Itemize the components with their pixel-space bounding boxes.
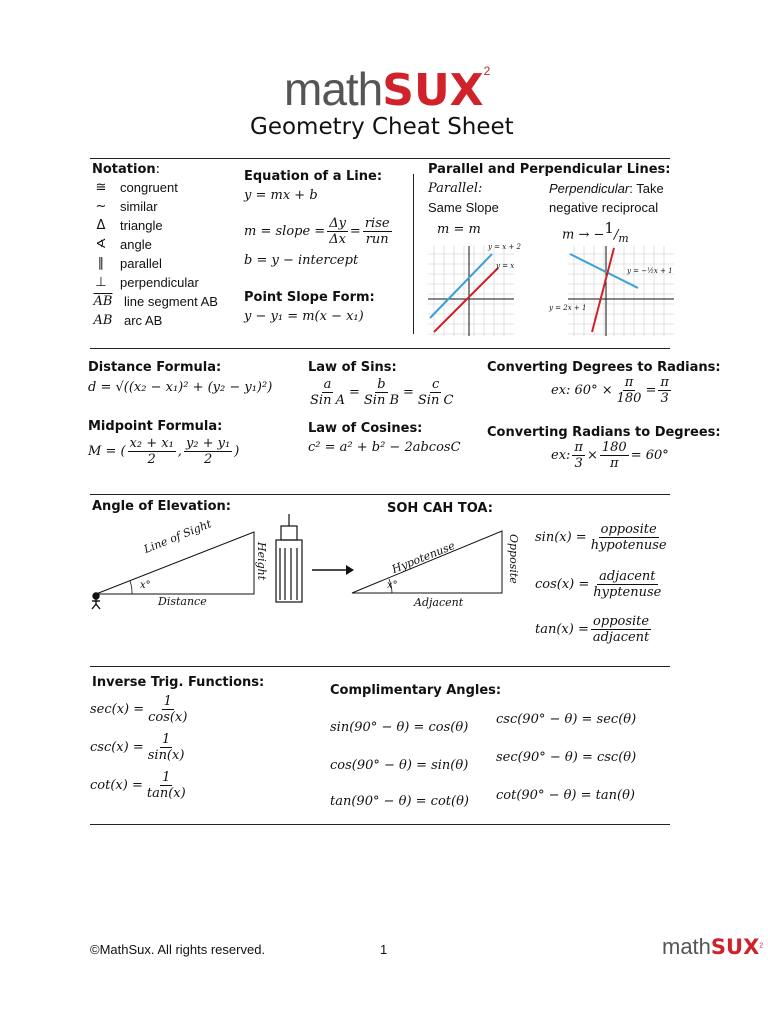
footer-logo (662, 934, 763, 960)
rad-to-deg-180: 180 (601, 440, 627, 455)
perp-eq-lhs: m → − (562, 227, 605, 243)
rad-to-deg-rhs: = 60° (630, 448, 669, 463)
csc-num: 1 (161, 732, 171, 747)
brand-logo (284, 62, 490, 116)
line-eq-heading: Equation of a Line: (244, 169, 383, 184)
midpoint-x-den: 2 (147, 452, 156, 467)
cot-formula (90, 770, 190, 801)
rad-to-deg-pi-den: π (610, 456, 619, 471)
notation-section (92, 162, 218, 330)
notation-symbol: AB (93, 313, 113, 328)
perp-graph (568, 246, 674, 336)
comp-right-3: cot(90° − θ) = tan(θ) (496, 788, 635, 803)
comp-right-1: csc(90° − θ) = sec(θ) (496, 712, 637, 727)
point-slope-eq: y − y₁ = m(x − x₁) (244, 309, 364, 324)
parallel-graph-label-1: y = x + 2 (488, 243, 521, 251)
sin-formula (535, 522, 671, 553)
soh-opp-label: Opposite (507, 534, 520, 584)
midpoint-y-den: 2 (203, 452, 213, 467)
sines-a-frac (308, 377, 347, 408)
notation-item (92, 311, 218, 330)
cos-num: adjacent (599, 569, 656, 584)
rise: rise (364, 216, 390, 231)
complimentary-heading: Complimentary Angles: (330, 683, 502, 698)
brand-logo-bold: SUX (382, 65, 484, 116)
sines-eq-1: = (348, 385, 360, 400)
parallel-eq: m = m (437, 222, 481, 237)
elevation-opp-label: Height (255, 542, 268, 581)
vertical-divider (413, 174, 414, 334)
notation-label: similar (120, 199, 158, 214)
sin-den: hypotenuse (590, 538, 667, 553)
notation-symbol: ∢ (95, 237, 107, 252)
perp-graph-label-1: y = −½x + 1 (627, 267, 673, 275)
cot-num: 1 (162, 770, 171, 785)
deg-to-rad-eq-sign: = (645, 383, 657, 398)
distance-heading: Distance Formula: (88, 360, 222, 375)
soh-adj-label: Adjacent (414, 596, 464, 609)
parallel-label: Parallel: (428, 181, 483, 196)
csc-frac (146, 732, 187, 763)
midpoint-eq (88, 436, 239, 467)
tan-den: adjacent (592, 630, 650, 645)
sec-frac (146, 694, 189, 725)
sohcahtoa-heading: SOH CAH TOA: (387, 501, 493, 516)
notation-label: line segment AB (124, 294, 218, 309)
notation-symbol: ~ (95, 199, 107, 214)
sin-lhs: sin(x) = (535, 530, 587, 545)
cos-den: hyptenuse (593, 585, 662, 600)
sines-a: a (323, 377, 332, 392)
slope-lhs: m = slope = (244, 224, 326, 239)
midpoint-x-frac (128, 436, 176, 467)
rad-to-deg-times: × (586, 448, 598, 463)
soh-angle-label: x° (387, 580, 398, 591)
law-cosines-heading: Law of Cosines: (308, 421, 423, 436)
divider-top (90, 158, 670, 159)
brand-logo-sup: 2 (483, 64, 491, 78)
cos-formula (535, 569, 665, 600)
notation-label: parallel (120, 256, 162, 271)
parallel-red-line (434, 268, 498, 332)
cot-frac (145, 770, 188, 801)
notation-item (92, 273, 218, 292)
sines-eq-2: = (403, 385, 414, 400)
notation-item (92, 216, 218, 235)
comp-right-2: sec(90° − θ) = csc(θ) (496, 750, 637, 765)
footer-copyright: ©MathSux. All rights reserved. (90, 942, 266, 957)
comp-left-3: tan(90° − θ) = cot(θ) (330, 794, 469, 809)
midpoint-y-frac (184, 436, 232, 467)
soh-hyp-label: Hypotenuse (390, 539, 457, 577)
divider-3 (90, 494, 670, 495)
line-eq-1: y = mx + b (244, 188, 318, 203)
notation-item (92, 197, 218, 216)
notation-label: congruent (120, 180, 178, 195)
rad-to-deg-eq (551, 440, 669, 471)
rad-to-deg-frac-2 (600, 440, 629, 471)
sines-c: c (432, 377, 440, 392)
deg-to-rad-heading: Converting Degrees to Radians: (487, 360, 721, 375)
notation-symbol: ⊥ (95, 275, 107, 290)
tan-formula (535, 614, 653, 645)
law-sines-heading: Law of Sins: (308, 360, 397, 375)
line-eq-3: b = y − intercept (244, 253, 359, 268)
perp-desc: negative reciprocal (549, 200, 659, 215)
footer-logo-sup: 2 (759, 942, 764, 950)
elevation-adj-label: Distance (158, 595, 207, 608)
law-sines-eq (306, 377, 457, 408)
elevation-heading: Angle of Elevation: (92, 499, 231, 514)
point-slope-heading: Point Slope Form: (244, 290, 375, 305)
sec-num: 1 (163, 694, 172, 709)
deg-to-rad-pi: π (624, 375, 634, 390)
perp-red-line (592, 248, 614, 332)
rad-to-deg-lhs: ex: (551, 448, 571, 463)
cot-den: tan(x) (146, 786, 186, 801)
divider-2 (90, 348, 670, 349)
dy: Δy (329, 216, 346, 231)
law-cosines-eq: c² = a² + b² − 2abcosC (308, 440, 461, 455)
page-title: Geometry Cheat Sheet (250, 114, 514, 140)
sines-sinB: Sin B (363, 393, 399, 408)
inverse-heading: Inverse Trig. Functions: (92, 675, 265, 690)
csc-den: sin(x) (147, 748, 185, 763)
comp-left-2: cos(90° − θ) = sin(θ) (330, 758, 469, 773)
elevation-angle-arc (130, 581, 132, 594)
deg-to-rad-180: 180 (616, 391, 642, 406)
notation-symbol: ∥ (97, 256, 105, 271)
tan-frac (591, 614, 651, 645)
sec-formula (90, 694, 191, 725)
notation-item (92, 178, 218, 197)
tan-lhs: tan(x) = (535, 622, 589, 637)
perp-graph-label-2: y = 2x + 1 (549, 304, 587, 312)
rise-run-fraction (363, 216, 392, 247)
midpoint-y-num: y₂ + y₁ (185, 436, 231, 451)
cos-frac (591, 569, 663, 600)
sines-b-frac (362, 377, 401, 408)
notation-item (92, 235, 218, 254)
notation-symbol: $\overline{AB}$ (93, 294, 113, 309)
notation-label: triangle (120, 218, 163, 233)
perp-eq-num: 1 (604, 219, 614, 237)
building-icon (276, 514, 302, 602)
stick-figure-icon (92, 593, 100, 609)
divider-4 (90, 666, 670, 667)
notation-symbol: ≅ (95, 180, 107, 195)
perp-label-italic: Perpendicular (549, 181, 630, 196)
parallel-perp-heading: Parallel and Perpendicular Lines: (428, 162, 671, 177)
rad-to-deg-frac-1 (572, 440, 585, 471)
deg-to-rad-lhs: ex: 60° × (551, 383, 613, 398)
deg-to-rad-result (658, 375, 671, 406)
perp-label (549, 181, 664, 196)
parallel-blue-line (430, 254, 492, 318)
notation-label: angle (120, 237, 152, 252)
cot-lhs: cot(x) = (90, 778, 143, 793)
rad-to-deg-heading: Converting Radians to Degrees: (487, 425, 721, 440)
slope-formula (244, 216, 394, 247)
deg-to-rad-result-pi: π (660, 375, 669, 390)
deg-to-rad-frac (615, 375, 644, 406)
deg-to-rad-result-3: 3 (660, 391, 669, 406)
footer-page-number: 1 (380, 942, 388, 957)
perp-grid (568, 246, 674, 336)
tan-num: opposite (593, 614, 650, 629)
perp-eq: $m \to -^1/_m$ (562, 219, 629, 245)
sin-num: opposite (600, 522, 657, 537)
sines-sinC: Sin C (417, 393, 454, 408)
brand-logo-light: math (284, 63, 383, 115)
elevation-hyp-label: Line of Sight (142, 517, 214, 557)
midpoint-lhs: M = ( (88, 444, 126, 459)
comp-left-1: sin(90° − θ) = cos(θ) (330, 720, 469, 735)
midpoint-comma: , (177, 444, 182, 459)
parallel-grid (428, 246, 514, 336)
rad-to-deg-3: 3 (574, 456, 583, 471)
notation-label: arc AB (124, 313, 163, 328)
notation-list (92, 178, 218, 330)
parallel-desc: Same Slope (428, 200, 499, 215)
distance-eq: d = √((x₂ − x₁)² + (y₂ − y₁)²) (88, 380, 273, 395)
notation-symbol: Δ (96, 218, 106, 233)
sin-frac (589, 522, 669, 553)
parallel-graph (428, 246, 514, 336)
perp-label-rest: : Take (629, 181, 664, 196)
notation-heading-text: Notation (92, 162, 156, 177)
cos-lhs: cos(x) = (535, 577, 590, 592)
sec-lhs: sec(x) = (90, 702, 145, 717)
footer-logo-light: math (662, 934, 711, 959)
notation-item (92, 254, 218, 273)
divider-5 (90, 824, 670, 825)
sines-c-frac (416, 377, 456, 408)
midpoint-x-num: x₂ + x₁ (129, 436, 174, 451)
notation-item (92, 292, 218, 311)
dy-dx-fraction (327, 216, 348, 247)
footer-logo-bold: SUX (710, 935, 760, 959)
elevation-angle-label: x° (140, 580, 151, 591)
deg-to-rad-eq (551, 375, 673, 406)
sines-b: b (377, 377, 386, 392)
run: run (365, 232, 389, 247)
midpoint-rhs: ) (234, 444, 240, 459)
notation-label: perpendicular (120, 275, 199, 290)
csc-lhs: csc(x) = (90, 740, 144, 755)
notation-heading-colon: : (155, 162, 161, 177)
midpoint-heading: Midpoint Formula: (88, 419, 223, 434)
sines-sinA: Sin A (310, 393, 345, 408)
notation-heading (92, 162, 218, 177)
parallel-graph-label-2: y = x (496, 262, 515, 270)
rad-to-deg-pi: π (574, 440, 583, 455)
csc-formula (90, 732, 188, 763)
sec-den: cos(x) (148, 710, 188, 725)
slope-eq-sign: = (349, 224, 361, 239)
dx: Δx (329, 232, 346, 247)
perp-eq-den: m (618, 231, 629, 245)
